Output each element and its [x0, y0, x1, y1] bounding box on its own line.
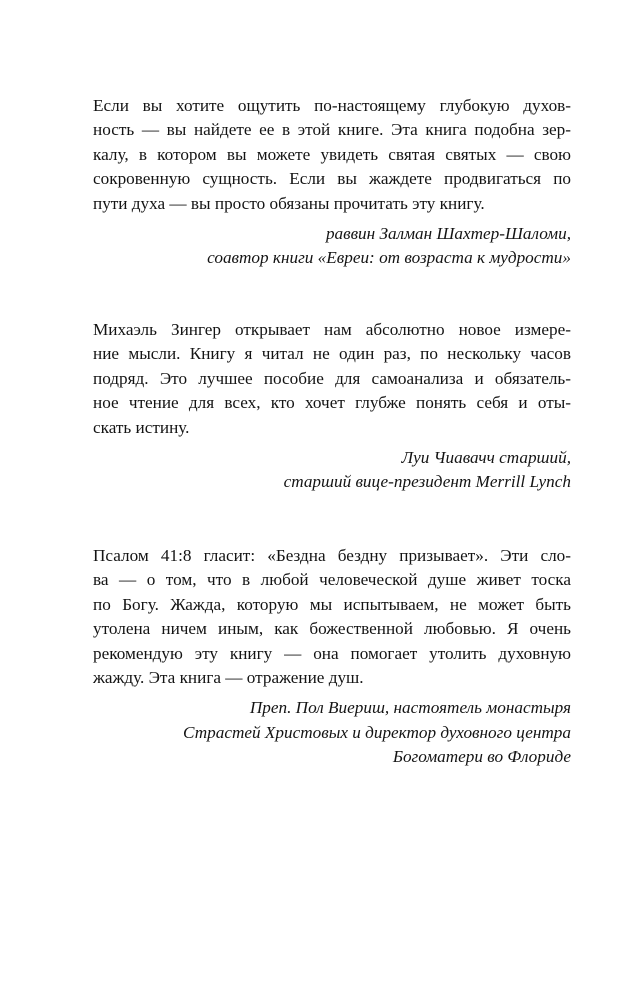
- attribution-author: Преп. Пол Виериш, настоятель монастыря: [249, 698, 571, 718]
- quote-line: ние мысли. Книгу я читал не один раз, по нескольку часов: [93, 344, 571, 364]
- quote-line: жажду. Эта книга — отражение душ.: [93, 668, 364, 688]
- quote-attribution: [93, 696, 571, 769]
- quote-line: сокровенную сущность. Если вы жаждете продвигаться по: [93, 169, 571, 189]
- quote-line: скать истину.: [93, 417, 190, 437]
- quote-body: [93, 94, 571, 216]
- quote-body: [93, 544, 571, 690]
- quote-attribution: [93, 446, 571, 495]
- quote-line: ное чтение для всех, кто хочет глубже понять себя и оты-: [93, 393, 571, 413]
- endorsement-quote-3: [93, 544, 571, 770]
- quote-line: ва — о том, что в любой человеческой душе живет тоска: [93, 570, 571, 590]
- quote-line: Если вы хотите ощутить по-настоящему глубокую духов-: [93, 96, 571, 115]
- quote-line: ность — вы найдете ее в этой книге. Эта книга подобна зер-: [93, 120, 571, 140]
- quote-line: пути духа — вы просто обязаны прочитать эту книгу.: [93, 193, 485, 213]
- attribution-author: раввин Залман Шахтер-Шаломи,: [325, 224, 571, 244]
- attribution-organization: Богоматери во Флориде: [392, 747, 571, 767]
- quote-line: калу, в котором вы можете увидеть святая святых — свою: [93, 144, 571, 164]
- quote-body: [93, 318, 571, 440]
- endorsement-quote-2: [93, 318, 571, 495]
- quote-line: Псалом 41:8 гласит: «Бездна бездну призывает». Эти сло-: [93, 546, 571, 565]
- quote-line: по Богу. Жажда, которую мы испытываем, не может быть: [93, 594, 571, 614]
- quote-line: рекомендую эту книгу — она помогает утолить духовную: [93, 643, 571, 663]
- attribution-title: соавтор книги «Евреи: от возраста к мудрости»: [207, 248, 571, 268]
- quote-line: Михаэль Зингер открывает нам абсолютно новое измере-: [93, 320, 571, 339]
- endorsement-quote-1: [93, 94, 571, 271]
- quote-line: утолена ничем иным, как божественной любовью. Я очень: [93, 619, 571, 639]
- attribution-author: Луи Чиавачч старший,: [401, 448, 571, 468]
- attribution-title: старший вице-президент Merrill Lynch: [283, 472, 571, 492]
- quote-attribution: [93, 222, 571, 271]
- attribution-title: Страстей Христовых и директор духовного центра: [183, 722, 571, 742]
- quote-line: подряд. Это лучшее пособие для самоанализа и обязатель-: [93, 368, 571, 388]
